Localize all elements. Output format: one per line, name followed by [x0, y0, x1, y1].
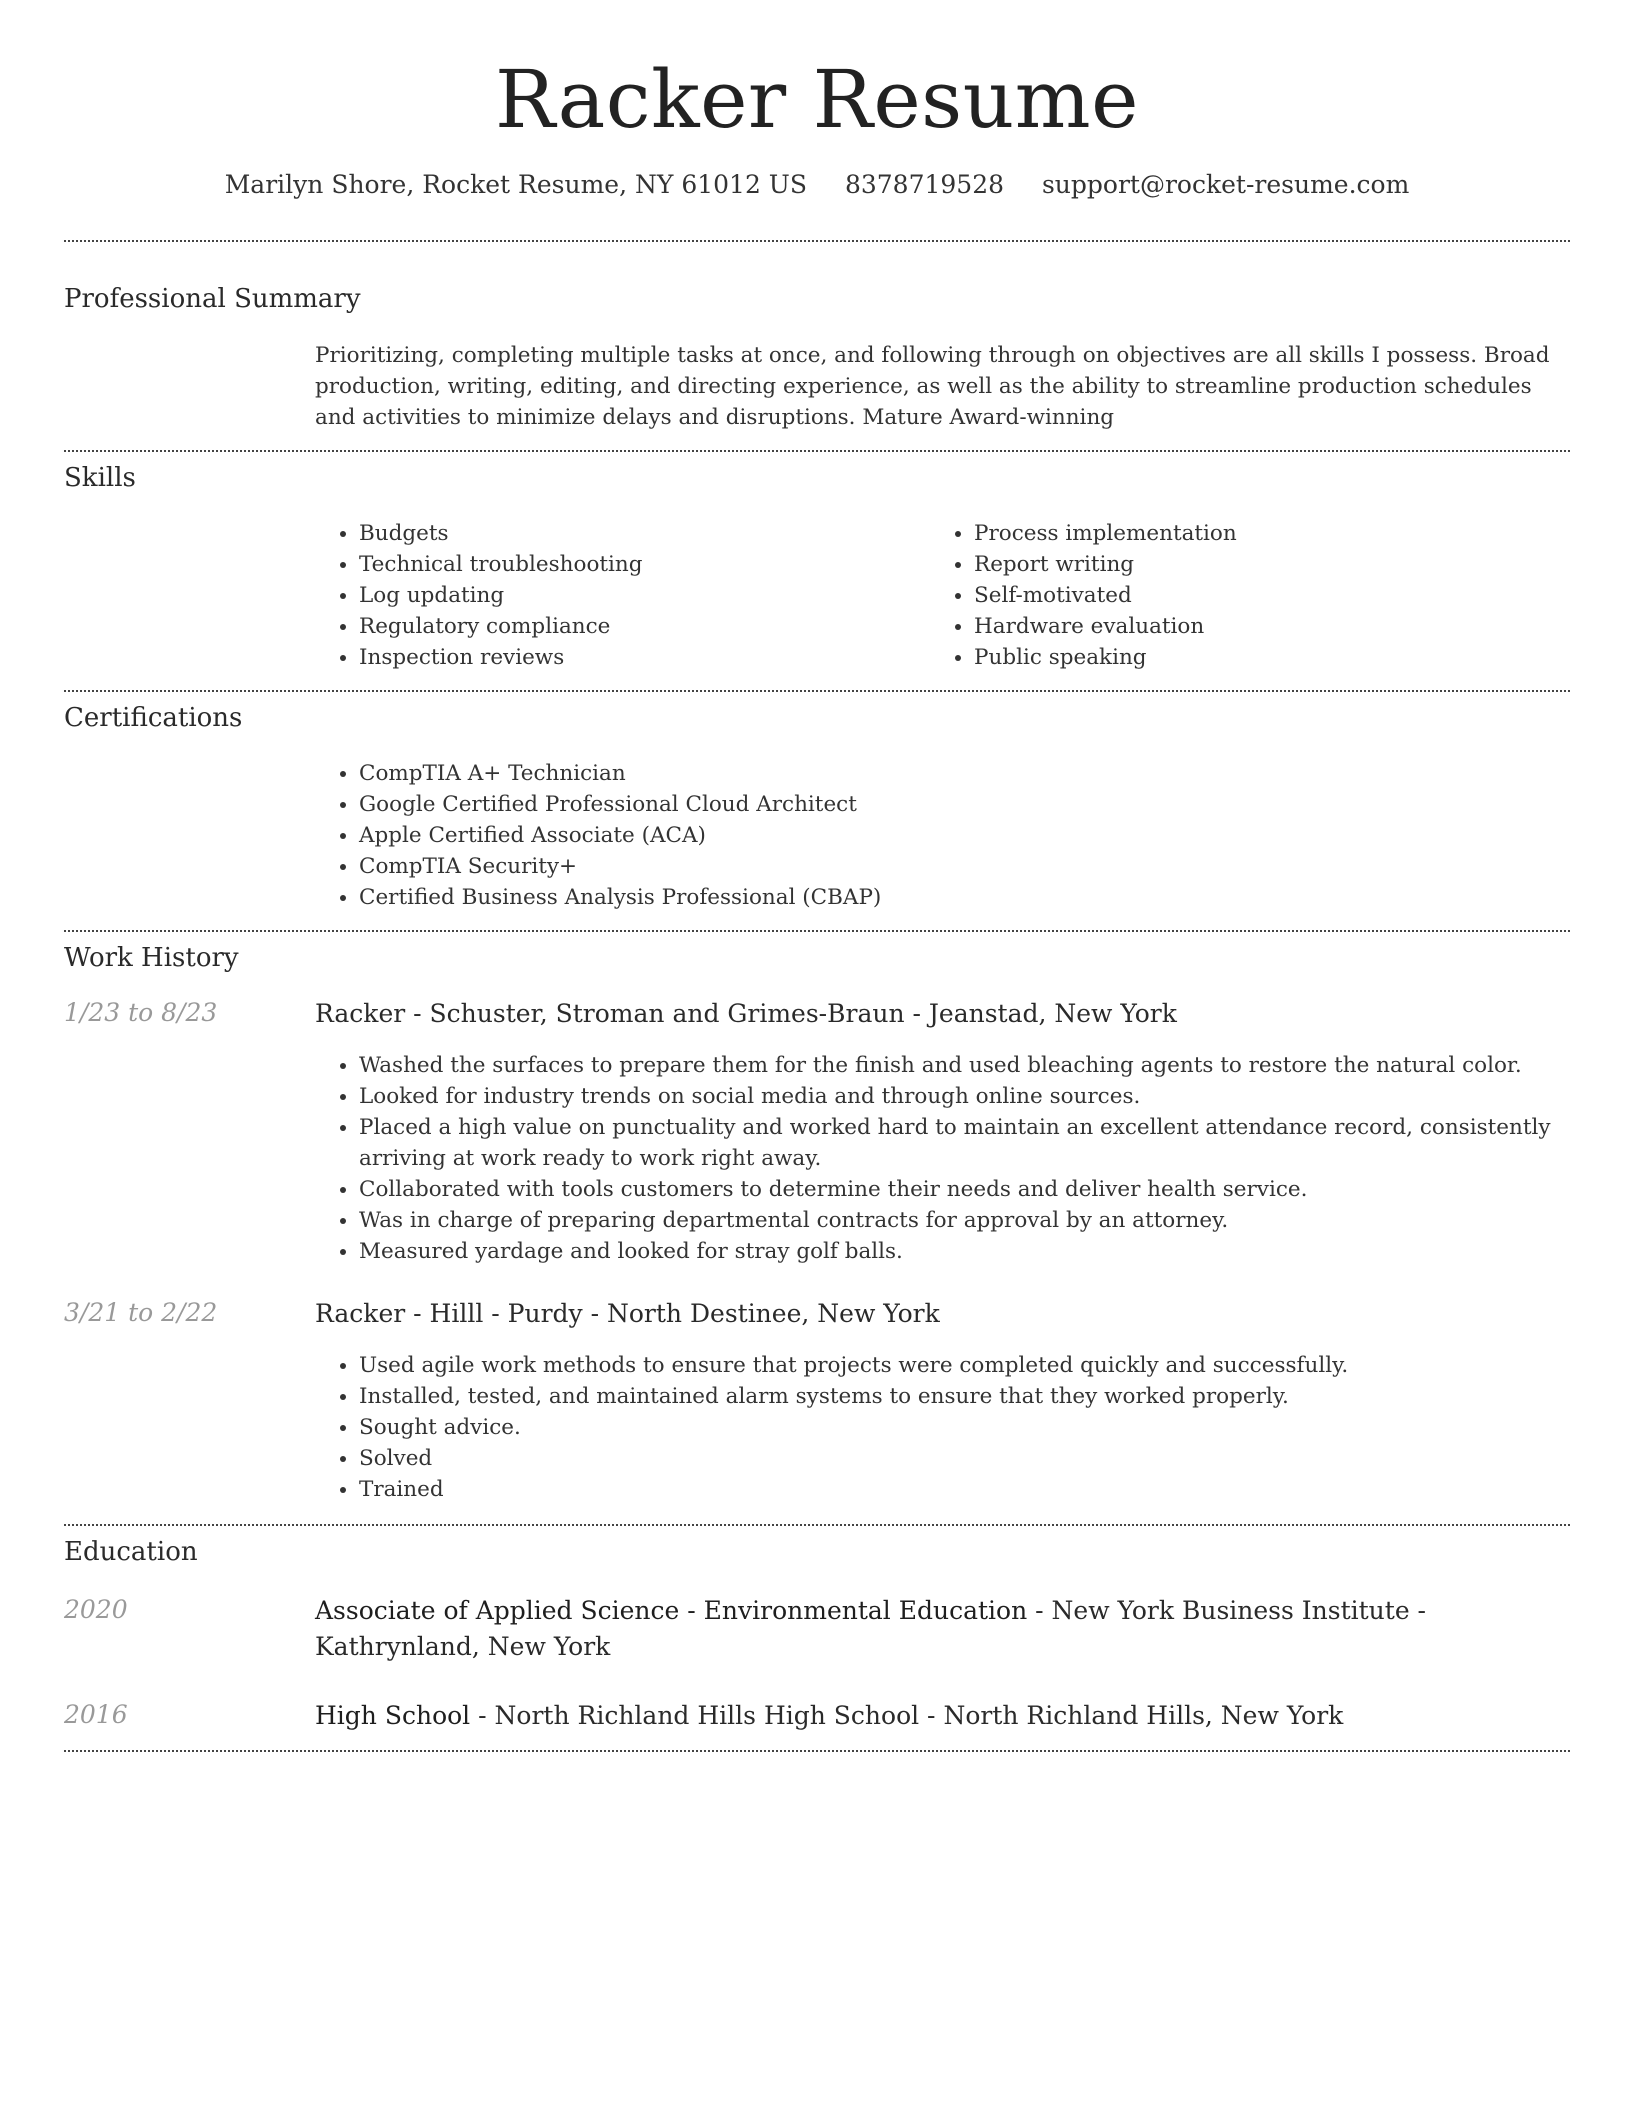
- job-dates: 3/21 to 2/22: [64, 1298, 218, 1327]
- list-item: • Apple Certified Associate (ACA): [359, 820, 1315, 851]
- list-item: • Technical troubleshooting: [359, 549, 915, 580]
- list-item: • Process implementation: [974, 518, 1530, 549]
- education-entry: [315, 1698, 1565, 1734]
- section-title-certifications: Certifications: [64, 703, 243, 733]
- list-item: • Report writing: [974, 549, 1530, 580]
- job-heading: Racker - Hilll - Purdy - North Destinee, New York: [315, 1299, 940, 1328]
- list-item: • Collaborated with tools customers to determine their needs and deliver health service.: [359, 1174, 1570, 1205]
- skills-column-right: [930, 518, 1530, 673]
- skills-list-right: [930, 518, 1530, 673]
- list-item: • Measured yardage and looked for stray golf balls.: [359, 1236, 1570, 1267]
- section-title-summary: Professional Summary: [64, 284, 361, 314]
- job-bullets: [315, 1350, 1570, 1505]
- skills-list-left: [315, 518, 915, 673]
- resume-page: [64, 0, 1570, 1730]
- certifications-list: [315, 758, 1315, 913]
- divider: [64, 690, 1570, 692]
- list-item: • CompTIA Security+: [359, 851, 1315, 882]
- divider: [64, 450, 1570, 452]
- job-bullet-list: [315, 1350, 1570, 1505]
- divider: [64, 1750, 1570, 1752]
- list-item: • Placed a high value on punctuality and worked hard to maintain an excellent attendance record, consistently arriving at work ready to work right away.: [359, 1112, 1570, 1174]
- list-item: • Log updating: [359, 580, 915, 611]
- list-item: • Hardware evaluation: [974, 611, 1530, 642]
- section-title-education: Education: [64, 1537, 198, 1567]
- list-item: • Was in charge of preparing departmental contracts for approval by an attorney.: [359, 1205, 1570, 1236]
- job-heading: Racker - Schuster, Stroman and Grimes-Braun - Jeanstad, New York: [315, 999, 1177, 1028]
- contact-address: Marilyn Shore, Rocket Resume, NY 61012 US: [224, 170, 807, 199]
- list-item: • Self-motivated: [974, 580, 1530, 611]
- section-title-work: Work History: [64, 943, 239, 973]
- education-degree: Associate of Applied Science - Environmental Education: [315, 1596, 1028, 1625]
- education-entry: [315, 1593, 1565, 1665]
- section-title-skills: Skills: [64, 463, 136, 493]
- list-item: • Looked for industry trends on social media and through online sources.: [359, 1081, 1570, 1112]
- list-item: • Solved: [359, 1443, 1570, 1474]
- education-school: - New York Business Institute - Kathrynland, New York: [315, 1596, 1427, 1661]
- job-dates: 1/23 to 8/23: [64, 998, 218, 1027]
- contact-email: support@rocket-resume.com: [1041, 170, 1410, 199]
- list-item: • Certified Business Analysis Professional (CBAP): [359, 882, 1315, 913]
- education-school: - North Richland Hills High School - North Richland Hills, New York: [470, 1701, 1344, 1730]
- certifications-block: [315, 758, 1315, 913]
- contact-phone: 8378719528: [844, 170, 1005, 199]
- divider: [64, 240, 1570, 242]
- contact-line: [64, 170, 1570, 199]
- job-bullet-list: [315, 1050, 1570, 1267]
- divider: [64, 930, 1570, 932]
- list-item: • Installed, tested, and maintained alarm systems to ensure that they worked properly.: [359, 1381, 1570, 1412]
- summary-text: Prioritizing, completing multiple tasks at once, and following through on objectives are all skills I possess. Broad production, writing, editing, and directing experience, as well as the ability to streamline production schedules and activities to minimize delays and disruptions. Mature Award-winning: [315, 343, 1550, 430]
- list-item: • Inspection reviews: [359, 642, 915, 673]
- list-item: • Used agile work methods to ensure that projects were completed quickly and successfully.: [359, 1350, 1570, 1381]
- skills-column-left: [315, 518, 915, 673]
- list-item: • Google Certified Professional Cloud Architect: [359, 789, 1315, 820]
- list-item: • Public speaking: [974, 642, 1530, 673]
- list-item: • Budgets: [359, 518, 915, 549]
- list-item: • CompTIA A+ Technician: [359, 758, 1315, 789]
- education-year: 2020: [64, 1595, 128, 1624]
- job-bullets: [315, 1050, 1570, 1267]
- list-item: • Trained: [359, 1474, 1570, 1505]
- resume-name: Racker Resume: [495, 53, 1139, 146]
- list-item: • Regulatory compliance: [359, 611, 915, 642]
- education-year: 2016: [64, 1700, 128, 1729]
- education-degree: High School: [315, 1701, 471, 1730]
- list-item: • Washed the surfaces to prepare them for the finish and used bleaching agents to restore the natural color.: [359, 1050, 1570, 1081]
- list-item: • Sought advice.: [359, 1412, 1570, 1443]
- divider: [64, 1524, 1570, 1526]
